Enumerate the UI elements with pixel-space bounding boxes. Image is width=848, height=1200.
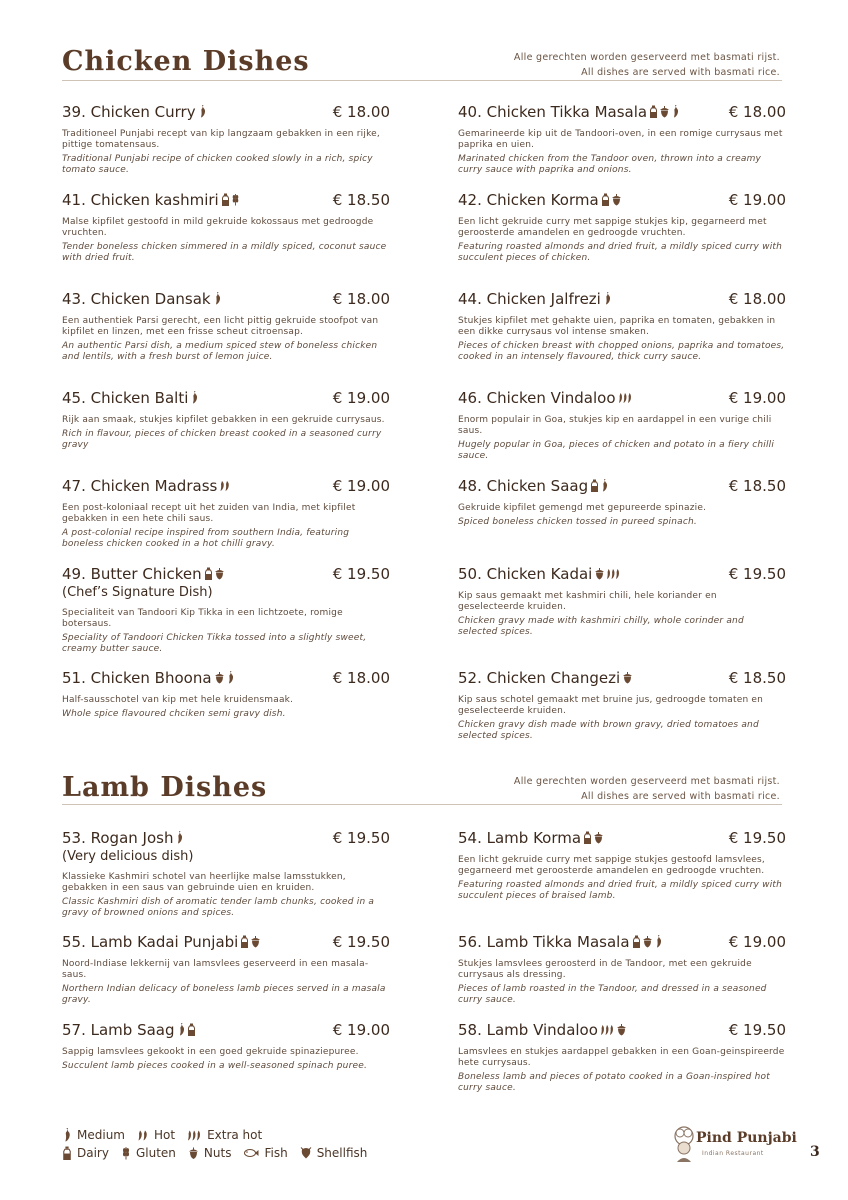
legend-medium: Medium [62, 1126, 125, 1144]
dish-name: 46. Chicken Vindaloo [458, 389, 616, 407]
dish-description-en: Tender boneless chicken simmered in a mildly spiced, coconut sauce with dried fruit. [62, 242, 387, 263]
dish-icons [603, 292, 612, 305]
dish-name: 56. Lamb Tikka Masala [458, 933, 630, 951]
dairy-icon [204, 567, 213, 580]
dish-item [458, 388, 786, 462]
dish-subtitle: (Chef’s Signature Dish) [62, 585, 213, 600]
dish-price: € 19.50 [728, 829, 786, 847]
dish-description-nl: Malse kipfilet gestoofd in mild gekruide kokossaus met gedroogde vruchten. [62, 217, 374, 238]
dish-icons [622, 671, 633, 684]
dish-subtitle: (Very delicious dish) [62, 849, 194, 864]
dish-name: 43. Chicken Dansak [62, 290, 211, 308]
dish-price: € 19.50 [728, 565, 786, 583]
dairy-icon [583, 831, 592, 844]
dish-price: € 18.00 [332, 290, 390, 308]
legend-gluten: Gluten [121, 1144, 176, 1162]
dish-item [458, 932, 786, 1006]
dish-description-nl: Noord-Indiase lekkernij van lamsvlees geserveerd in een masala-saus. [62, 959, 369, 980]
dish-item [62, 289, 390, 363]
dish-description-nl: Lamsvlees en stukjes aardappel gebakken in een Goan-geinspireerde hete currysaus. [458, 1047, 785, 1068]
dish-price: € 19.50 [728, 1021, 786, 1039]
dish-icons [177, 1023, 196, 1036]
dish-description-en: Pieces of chicken breast with chopped onions, paprika and tomatoes, cooked in an intensely flavoured, thick curry sauce. [458, 341, 785, 362]
medium-icon [603, 292, 612, 305]
dish-name: 40. Chicken Tikka Masala [458, 103, 648, 121]
brand-logo [672, 1124, 797, 1164]
nuts-icon [622, 671, 633, 684]
dish-price: € 18.00 [332, 103, 390, 121]
dish-item [62, 828, 390, 919]
dish-item [62, 190, 390, 264]
medium-icon [226, 671, 235, 684]
dish-name: 51. Chicken Bhoona [62, 669, 212, 687]
dish-description-en: Speciality of Tandoori Chicken Tikka tossed into a slightly sweet, creamy butter sauce. [62, 633, 367, 654]
dish-description-nl: Rijk aan smaak, stukjes kipfilet gebakken in een gekruide currysaus. [62, 415, 385, 425]
dish-description-nl: Gemarineerde kip uit de Tandoori-oven, in een romige currysaus met paprika en uien. [458, 129, 783, 150]
shrimp-icon [300, 1146, 312, 1160]
dish-icons [601, 193, 622, 206]
dairy-icon [601, 193, 610, 206]
dairy-icon [590, 479, 599, 492]
dish-description-nl: Een licht gekruide curry met sappige stukjes kip, gegarneerd met geroosterde amandelen en gedroogde vruchten. [458, 217, 767, 238]
dish-name: 47. Chicken Madrass [62, 477, 218, 495]
dairy-icon [240, 935, 249, 948]
dish-description-nl: Half-sausschotel van kip met hele kruidensmaak. [62, 695, 294, 705]
nuts-icon [616, 1023, 627, 1036]
section-note-lamb [514, 774, 780, 804]
dish-icons [618, 391, 633, 404]
nuts-icon [214, 671, 225, 684]
dish-description-en: Rich in flavour, pieces of chicken breast cooked in a seasoned curry gravy [62, 429, 382, 450]
dish-item [458, 668, 786, 742]
wheat-icon [121, 1146, 131, 1160]
dish-item [458, 564, 786, 638]
brand-name: Pind Punjabi [696, 1130, 797, 1146]
section-title-lamb: Lamb Dishes [62, 772, 268, 803]
dairy-icon [221, 193, 230, 206]
dish-icons [204, 567, 225, 580]
chef-icon [672, 1124, 698, 1164]
dish-name: 41. Chicken kashmiri [62, 191, 219, 209]
dish-icons [649, 105, 680, 118]
dairy-icon [649, 105, 658, 118]
note-nl: Alle gerechten worden geserveerd met basmati rijst. [513, 776, 780, 787]
note-nl: Alle gerechten worden geserveerd met basmati rijst. [513, 52, 780, 63]
dish-icons [600, 1023, 627, 1036]
dish-description-nl: Klassieke Kashmiri schotel van heerlijke malse lamsstukken, gebakken in een saus van gebruinde uien en kruiden. [62, 872, 346, 893]
section-note-chicken [514, 50, 780, 80]
dish-name: 55. Lamb Kadai Punjabi [62, 933, 239, 951]
dish-description-en: Whole spice flavoured chciken semi gravy dish. [62, 709, 286, 719]
dish-description-en: An authentic Parsi dish, a medium spiced stew of boneless chicken and lentils, with a fresh burst of lemon juice. [62, 341, 378, 362]
dish-price: € 19.50 [332, 829, 390, 847]
extrahot-icon [606, 567, 621, 580]
dish-item [62, 1020, 390, 1072]
dish-icons [213, 292, 222, 305]
legend-hot: Hot [137, 1126, 175, 1144]
dish-description-en: Classic Kashmiri dish of aromatic tender lamb chunks, cooked in a gravy of browned onions and spices. [62, 897, 375, 918]
triple-chili-icon [187, 1128, 202, 1142]
extrahot-icon [618, 391, 633, 404]
dish-icons [219, 479, 231, 492]
dish-item [62, 668, 390, 720]
dish-icons [590, 479, 609, 492]
dish-description-nl: Gekruide kipfilet gemengd met gepureerde spinazie. [458, 503, 707, 513]
dish-item [458, 102, 786, 176]
nuts-icon [611, 193, 622, 206]
nuts-icon [642, 935, 653, 948]
dish-description-en: Hugely popular in Goa, pieces of chicken and potato in a fiery chilli sauce. [458, 440, 775, 461]
dish-description-en: Featuring roasted almonds and dried fruit, a mildly spiced curry with succulent pieces of chicken. [458, 242, 783, 263]
dish-price: € 19.50 [332, 933, 390, 951]
dish-name: 44. Chicken Jalfrezi [458, 290, 601, 308]
medium-icon [190, 391, 199, 404]
nuts-icon [250, 935, 261, 948]
dish-description-en: Featuring roasted almonds and dried fruit, a mildly spiced curry with succulent pieces of braised lamb. [458, 880, 783, 901]
dish-item [62, 388, 390, 451]
dish-name: 54. Lamb Korma [458, 829, 582, 847]
nuts-icon [593, 831, 604, 844]
dish-item [458, 289, 786, 363]
dish-description-en: Pieces of lamb roasted in the Tandoor, and dressed in a seasoned curry sauce. [458, 984, 767, 1005]
dish-name: 42. Chicken Korma [458, 191, 599, 209]
dish-description-nl: Kip saus gemaakt met kashmiri chili, hele koriander en geselecteerde kruiden. [458, 591, 717, 612]
dish-icons [583, 831, 604, 844]
note-en: All dishes are served with basmati rice. [581, 791, 780, 802]
dairy-icon [187, 1023, 196, 1036]
dish-item [62, 564, 390, 655]
dish-description-nl: Traditioneel Punjabi recept van kip langzaam gebakken in een rijke, pittige tomatensaus. [62, 129, 380, 150]
dish-name: 39. Chicken Curry [62, 103, 196, 121]
dish-icons [240, 935, 261, 948]
nuts-icon [659, 105, 670, 118]
dish-item [62, 932, 390, 1006]
dish-item [62, 102, 390, 176]
dish-item [458, 828, 786, 902]
page-number: 3 [810, 1144, 820, 1160]
nuts-icon [214, 567, 225, 580]
dish-icons [175, 831, 184, 844]
dish-item [62, 476, 390, 550]
dish-price: € 19.50 [332, 565, 390, 583]
dish-price: € 18.50 [728, 669, 786, 687]
dish-price: € 18.00 [728, 103, 786, 121]
dish-name: 52. Chicken Changezi [458, 669, 621, 687]
dish-price: € 19.00 [728, 389, 786, 407]
dish-price: € 19.00 [332, 389, 390, 407]
acorn-icon [188, 1146, 199, 1160]
medium-icon [600, 479, 609, 492]
dish-price: € 19.00 [332, 477, 390, 495]
dish-price: € 18.50 [728, 477, 786, 495]
dish-description-en: Spiced boneless chicken tossed in pureed spinach. [458, 517, 697, 527]
dish-price: € 19.00 [728, 933, 786, 951]
section-title-chicken: Chicken Dishes [62, 46, 310, 77]
dish-price: € 19.00 [728, 191, 786, 209]
legend-extrahot: Extra hot [187, 1126, 262, 1144]
dish-description-en: Northern Indian delicacy of boneless lamb pieces served in a masala gravy. [62, 984, 386, 1005]
double-chili-icon [137, 1128, 149, 1142]
dish-price: € 18.50 [332, 191, 390, 209]
dish-description-nl: Stukjes kipfilet met gehakte uien, paprika en tomaten, gebakken in een dikke currysaus vol intense smaken. [458, 316, 776, 337]
legend [62, 1126, 373, 1162]
dish-price: € 18.00 [332, 669, 390, 687]
nuts-icon [594, 567, 605, 580]
dish-item [458, 190, 786, 264]
note-en: All dishes are served with basmati rice. [581, 67, 780, 78]
legend-shellfish: Shellfish [300, 1144, 368, 1162]
dish-name: 53. Rogan Josh [62, 829, 174, 847]
dish-description-en: Chicken gravy made with kashmiri chilly, whole corinder and selected spices. [458, 616, 744, 637]
section-rule-chicken [62, 80, 782, 81]
dish-price: € 19.00 [332, 1021, 390, 1039]
dish-name: 50. Chicken Kadai [458, 565, 593, 583]
legend-fish: Fish [243, 1144, 287, 1162]
dish-icons [221, 193, 240, 206]
dish-description-nl: Stukjes lamsvlees geroosterd in de Tandoor, met een gekruide currysaus als dressing. [458, 959, 752, 980]
medium-icon [671, 105, 680, 118]
dish-description-en: Chicken gravy dish made with brown gravy, dried tomatoes and selected spices. [458, 720, 759, 741]
medium-icon [213, 292, 222, 305]
dish-description-en: Traditional Punjabi recipe of chicken cooked slowly in a rich, spicy tomato sauce. [62, 154, 373, 175]
dish-icons [632, 935, 663, 948]
dish-icons [214, 671, 235, 684]
dish-name: 48. Chicken Saag [458, 477, 589, 495]
dish-price: € 18.00 [728, 290, 786, 308]
milk-bottle-icon [62, 1146, 72, 1160]
dish-description-en: A post-colonial recipe inspired from southern India, featuring boneless chicken cooked in a hot chilli gravy. [62, 528, 350, 549]
medium-icon [177, 1023, 186, 1036]
dish-description-nl: Kip saus schotel gemaakt met bruine jus, gedroogde tomaten en geselecteerde kruiden. [458, 695, 764, 716]
extrahot-icon [600, 1023, 615, 1036]
dish-description-en: Boneless lamb and pieces of potato cooked in a Goan-inspired hot curry sauce. [458, 1072, 770, 1093]
dish-description-en: Marinated chicken from the Tandoor oven, thrown into a creamy curry sauce with paprika and onions. [458, 154, 762, 175]
dish-description-en: Succulent lamb pieces cooked in a well-seasoned spinach puree. [62, 1061, 368, 1071]
dairy-icon [632, 935, 641, 948]
dish-item [458, 476, 786, 528]
dish-description-nl: Sappig lamsvlees gekookt in een goed gekruide spinaziepuree. [62, 1047, 359, 1057]
dish-name: 58. Lamb Vindaloo [458, 1021, 598, 1039]
dish-icons [190, 391, 199, 404]
chili-icon [62, 1128, 72, 1142]
dish-name: 49. Butter Chicken [62, 565, 202, 583]
dish-description-nl: Een licht gekruide curry met sappige stukjes gestoofd lamsvlees, gegarneerd met geroosterde amandelen en gedroogde vruchten. [458, 855, 765, 876]
dish-description-nl: Enorm populair in Goa, stukjes kip en aardappel in een vurige chili saus. [458, 415, 772, 436]
dish-description-nl: Specialiteit van Tandoori Kip Tikka in een lichtzoete, romige botersaus. [62, 608, 343, 629]
medium-icon [175, 831, 184, 844]
medium-icon [198, 105, 207, 118]
hot-icon [219, 479, 231, 492]
legend-dairy: Dairy [62, 1144, 109, 1162]
dish-description-nl: Een post-koloniaal recept uit het zuiden van India, met kipfilet gebakken in een hete chili saus. [62, 503, 356, 524]
dish-icons [198, 105, 207, 118]
gluten-icon [231, 193, 240, 206]
dish-description-nl: Een authentiek Parsi gerecht, een licht pittig gekruide stoofpot van kipfilet en linzen, met een frisse scheut citroensap. [62, 316, 379, 337]
brand-sub: Indian Restaurant [702, 1150, 764, 1157]
dish-icons [594, 567, 621, 580]
medium-icon [654, 935, 663, 948]
legend-nuts: Nuts [188, 1144, 232, 1162]
dish-name: 57. Lamb Saag [62, 1021, 175, 1039]
fish-icon [243, 1146, 259, 1160]
dish-item [458, 1020, 786, 1094]
dish-name: 45. Chicken Balti [62, 389, 189, 407]
section-rule-lamb [62, 804, 782, 805]
